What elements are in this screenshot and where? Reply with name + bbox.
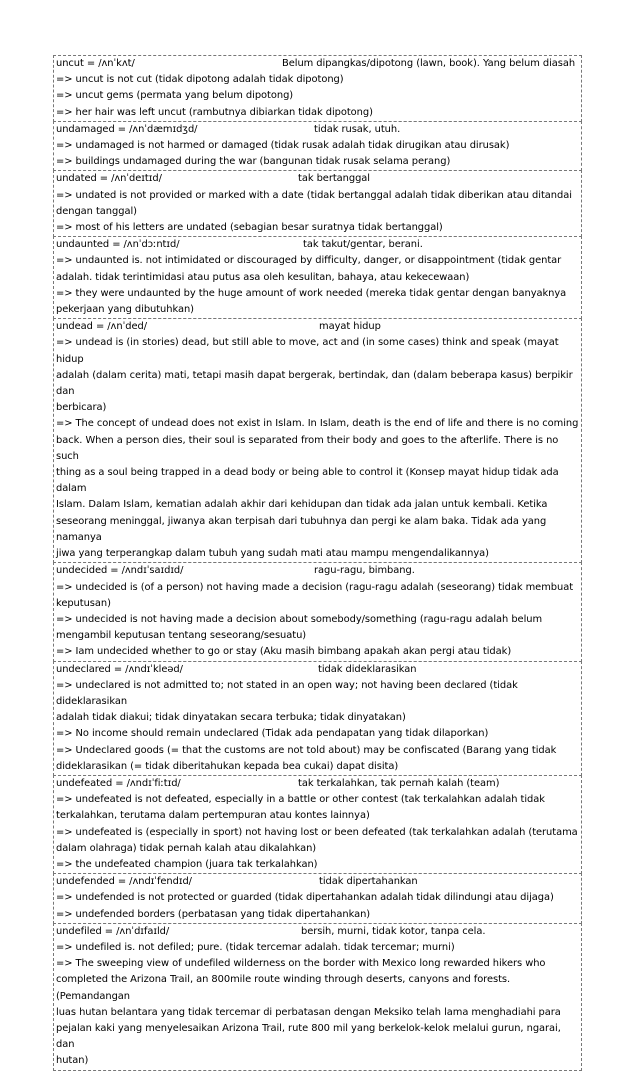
entry-line: dengan tanggal) [56, 205, 137, 217]
entry-line: => undefeated is (especially in sport) not having lost or been defeated (tak terkalahkan adalah (terutama [56, 826, 578, 838]
entry-heading [56, 924, 579, 940]
entry-heading [56, 563, 579, 579]
entry-line: => undecided is (of a person) not having made a decision (ragu-ragu adalah (seseorang) tidak membuat [56, 581, 574, 593]
dictionary-entry [53, 661, 582, 776]
entry-heading [56, 874, 579, 890]
dictionary-entry [53, 775, 582, 874]
entry-line: => undefiled is. not defiled; pure. (tidak tercemar adalah. tidak tercemar; murni) [56, 941, 455, 953]
entry-line: completed the Arizona Trail, an 800mile route winding through deserts, canyons and forests. (Pemandangan [56, 974, 514, 1002]
entry-headword: undecided = /ʌndɪˈsaɪdɪd/ [56, 565, 184, 577]
entry-line: keputusan) [56, 597, 111, 609]
entry-line: => No income should remain undeclared (Tidak ada pendapatan yang tidak dilaporkan) [56, 728, 489, 740]
entry-line: => undefended is not protected or guarded (tidak dipertahankan adalah tidak dilindungi atau dijaga) [56, 892, 554, 904]
entry-line: pejalan kaki yang menyelesaikan Arizona Trail, rute 800 mil yang berkelok-kelok melalui gurun, ngarai, dan [56, 1022, 564, 1051]
entry-headword: undead = /ʌnˈded/ [56, 321, 147, 333]
entry-translation: tak bertanggal [298, 173, 370, 185]
entry-line: => they were undaunted by the huge amount of work needed (mereka tidak gentar dengan banyaknya [56, 287, 567, 299]
entry-line: => most of his letters are undated (sebagian besar suratnya tidak bertanggal) [56, 222, 443, 234]
entry-headword: undefeated = /ʌndɪˈfiːtɪd/ [56, 777, 181, 789]
entry-line: => undecided is not having made a decision about somebody/something (ragu-ragu adalah belum [56, 613, 543, 625]
entry-line: => The concept of undead does not exist in Islam. In Islam, death is the end of life and there is no coming [56, 418, 579, 430]
entry-headword: undefiled = /ʌnˈdɪfaɪld/ [56, 925, 170, 937]
dictionary-entry [53, 923, 582, 1071]
entry-line: => The sweeping view of undefiled wilderness on the border with Mexico long rewarded hikers who [56, 958, 546, 970]
entry-translation: tak takut/gentar, berani. [303, 239, 423, 251]
entry-line: terkalahkan, terutama dalam pertempuran atau kontes lainnya) [56, 810, 370, 822]
entry-line: luas hutan belantara yang tidak tercemar di perbatasan dengan Meksiko telah lama menghadiahi para [56, 1006, 561, 1018]
entry-line: jiwa yang terperangkap dalam tubuh yang sudah mati atau mampu mengendalikannya) [56, 548, 489, 560]
entry-line: Islam. Dalam Islam, kematian adalah akhir dari kehidupan dan tidak ada jalan untuk kembali. Ketika [56, 499, 548, 511]
entry-translation: tak terkalahkan, tak pernah kalah (team) [298, 777, 500, 789]
entry-line: => undated is not provided or marked with a date (tidak bertanggal adalah tidak diberikan atau ditandai [56, 189, 572, 201]
entry-translation: bersih, murni, tidak kotor, tanpa cela. [301, 925, 486, 937]
dictionary-entry [53, 121, 582, 172]
dictionary-entry [53, 562, 582, 661]
entry-line: => undaunted is. not intimidated or discouraged by difficulty, danger, or disappointment (tidak gentar [56, 255, 562, 267]
entry-line: => Undeclared goods (= that the customs are not told about) may be confiscated (Barang yang tidak [56, 744, 557, 756]
dictionary-entry [53, 55, 582, 122]
entry-heading [56, 122, 579, 138]
entry-translation: tidak dipertahankan [319, 876, 418, 888]
entry-heading [56, 237, 579, 253]
entry-line: adalah. tidak terintimidasi atau putus asa oleh kesulitan, bahaya, atau kekecewaan) [56, 271, 470, 283]
entry-heading [56, 776, 579, 792]
entry-heading [56, 662, 579, 678]
entry-heading [56, 171, 579, 187]
entry-line: => buildings undamaged during the war (bangunan tidak rusak selama perang) [56, 156, 451, 168]
entry-line: => undeclared is not admitted to; not stated in an open way; not having been declared (tidak dideklarasikan [56, 679, 521, 707]
entry-headword: undefended = /ʌndɪˈfendɪd/ [56, 876, 192, 888]
entry-line: => uncut is not cut (tidak dipotong adalah tidak dipotong) [56, 74, 344, 86]
entry-line: berbicara) [56, 402, 107, 414]
entry-heading [56, 56, 579, 72]
entry-headword: undated = /ʌnˈdeɪtɪd/ [56, 173, 162, 185]
entry-translation: ragu-ragu, bimbang. [314, 565, 415, 577]
entry-line: dideklarasikan (= tidak diberitahukan kepada bea cukai) dapat disita) [56, 760, 399, 772]
entry-line: thing as a soul being trapped in a dead body or being able to control it (Konsep mayat hidup tidak ada dalam [56, 467, 562, 495]
entry-line: => undamaged is not harmed or damaged (tidak rusak adalah tidak dirugikan atau dirusak) [56, 140, 510, 152]
dictionary-entry [53, 236, 582, 319]
entry-line: pekerjaan yang dibutuhkan) [56, 304, 194, 316]
entry-headword: undamaged = /ʌnˈdæmɪdʒd/ [56, 123, 198, 135]
entry-line: => uncut gems (permata yang belum dipotong) [56, 90, 294, 102]
dictionary-entry [53, 873, 582, 924]
entry-translation: tidak dideklarasikan [318, 663, 417, 675]
dictionary-entry [53, 170, 582, 237]
entry-line: => her hair was left uncut (rambutnya dibiarkan tidak dipotong) [56, 106, 373, 118]
entry-line: adalah (dalam cerita) mati, tetapi masih dapat bergerak, bertindak, dan (dalam beberapa kasus) berpikir dan [56, 369, 576, 398]
entry-translation: tidak rusak, utuh. [314, 123, 401, 135]
entry-headword: undeclared = /ʌndɪˈkleəd/ [56, 663, 183, 675]
entry-line: => undefeated is not defeated, especially in a battle or other contest (tak terkalahkan adalah tidak [56, 794, 545, 806]
entry-line: hutan) [56, 1055, 89, 1067]
dictionary-entry [53, 318, 582, 563]
entry-line: => Iam undecided whether to go or stay (Aku masih bimbang apakah akan pergi atau tidak) [56, 646, 512, 658]
entry-line: mengambil keputusan tentang seseorang/sesuatu) [56, 630, 307, 642]
entry-translation: mayat hidup [319, 321, 381, 333]
entry-heading [56, 319, 579, 335]
entry-line: dalam olahraga) tidak pernah kalah atau dikalahkan) [56, 842, 317, 854]
entry-translation: Belum dipangkas/dipotong (lawn, book). Yang belum diasah [282, 58, 576, 69]
entry-line: seseorang meninggal, jiwanya akan terpisah dari tubuhnya dan pergi ke alam baka. Tidak ada yang namanya [56, 515, 550, 543]
entry-line: back. When a person dies, their soul is separated from their body and goes to the afterlife. There is no such [56, 434, 562, 462]
entry-line: => undefended borders (perbatasan yang tidak dipertahankan) [56, 908, 371, 920]
entry-line: adalah tidak diakui; tidak dinyatakan secara terbuka; tidak dinyatakan) [56, 712, 406, 724]
entry-headword: uncut = /ʌnˈkʌt/ [56, 58, 135, 69]
dictionary-document [53, 56, 582, 1071]
entry-line: => the undefeated champion (juara tak terkalahkan) [56, 858, 318, 870]
entry-headword: undaunted = /ʌnˈdɔːntɪd/ [56, 239, 180, 251]
entry-line: => undead is (in stories) dead, but still able to move, act and (in some cases) think and speak (mayat hidup [56, 337, 562, 365]
